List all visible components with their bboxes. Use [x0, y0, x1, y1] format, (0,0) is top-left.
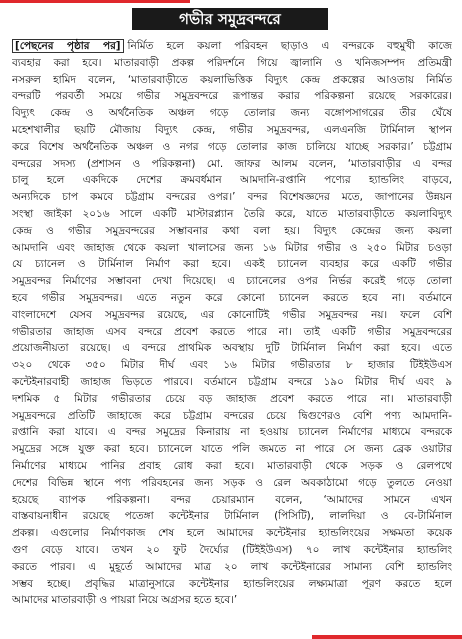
article-line — [12, 391, 452, 408]
article-line-text: রপ্তানি করা যাবে। এ বন্দর সমুদ্রের কিনারায় না হওয়ায় চ্যানেল নির্মাণের মাধ্যমে বন্দরকে — [12, 426, 452, 439]
article-line-text: যে চ্যানেল ও টার্মিনাল নির্মাণ করা হবে। একই চ্যানেল ব্যবহার করে একটি গভীর — [12, 258, 452, 271]
article-line — [12, 38, 452, 55]
article-line — [12, 290, 452, 307]
article-line-text: আমদানি এবং জাহাজ থেকে কয়লা খালাসের জন্য ১৬ মিটার গভীর ও ২৫০ মিটার চওড়া — [12, 241, 452, 254]
article-line — [12, 374, 452, 391]
article-line-text: করে বিশেষ অর্থনৈতিক অঞ্চল ও নগর গড়ে তোলার কাজ চালিয়ে যাচ্ছে সরকার।’ চট্টগ্রাম — [12, 140, 452, 153]
article-line-text: মহেশখালীর ছয়টি মৌজায় বিদ্যুৎ কেন্দ্র, গভীর সমুদ্রবন্দর, এলএনজি টার্মিনাল স্থাপন — [12, 123, 452, 136]
article-line-text: বাস্তবায়নাধীন রয়েছে পতেঙ্গা কন্টেইনার টার্মিনাল (পিসিটি), লালদিয়া ও বে-টার্মিনাল — [12, 510, 452, 523]
article-line — [12, 172, 452, 189]
article-line-text: হবে গভীর সমুদ্রবন্দর। এতে নতুন করে কোনো চ্যানেল করতে হবে না। বর্তমানে — [12, 291, 452, 304]
article-line — [12, 340, 452, 357]
article-line — [12, 542, 452, 559]
top-red-stripe — [0, 0, 190, 3]
article-line-text: আমাদের মাতারবাড়ী ও পায়রা নিয়ে অগ্রসর হতে হবে।’ — [12, 594, 238, 607]
article-line-text: চালু হলে একদিকে দেশের ক্রমবর্ধমান আমদানি-রপ্তানি পণ্যের হ্যান্ডলিং বাড়বে, — [12, 174, 452, 187]
article-line-text: হয়েছে ব্যাপক পরিকল্পনা। বন্দর চেয়ারম্যান বলেন, ‘আমাদের সামনে এখন — [12, 493, 452, 506]
article-line — [12, 88, 452, 105]
article-line — [12, 525, 452, 542]
bottom-red-stripe — [312, 635, 462, 639]
article-line-text: বন্দরের সদস্য (প্রশাসন ও পরিকল্পনা) মো. জাফর আলম বলেন, ‘মাতারবাড়ীর এ বন্দর — [12, 157, 452, 170]
article-line — [12, 592, 452, 609]
article-line-text: গভীরতার জাহাজ এসব বন্দরে প্রবেশ করতে পারে না। তাই একটি গভীর সমুদ্রবন্দরের — [12, 325, 452, 338]
article-line — [12, 307, 452, 324]
article-line — [12, 122, 452, 139]
article-line-text: গুণ বেড়ে যাবে। তখন ২০ ফুট দৈর্ঘ্যের (টিইইউএস) ৭০ লাখ কন্টেইনার হ্যান্ডলিং — [12, 543, 452, 556]
article-line — [12, 156, 452, 173]
article-line — [12, 576, 452, 593]
article-line — [12, 408, 452, 425]
article-line — [12, 357, 452, 374]
article-line-text: প্রয়োজনীয়তা রয়েছে। এ বন্দরে প্রাথমিক অবস্থায় দুটি টার্মিনাল নির্মাণ করা হবে। এতে — [12, 342, 452, 355]
article-line — [12, 475, 452, 492]
continued-from-label: [পেছনের পৃষ্ঠার পর] — [12, 39, 124, 53]
article-line — [12, 206, 452, 223]
article-line-text: কেন্দ্র ও গভীর সমুদ্রবন্দরের সম্ভাবনার কথা বলা হয়। বিদ্যুৎ কেন্দ্রের জন্য কয়লা — [12, 224, 452, 237]
article-line-text: সম্ভব হচ্ছে। প্রবৃদ্ধির মাত্রানুসারে কন্টেইনার হ্যান্ডলিংয়ের লক্ষ্যমাত্রা পূরণ করতে হলে — [12, 577, 452, 590]
article-line — [12, 458, 452, 475]
bottom-accent-bar — [0, 631, 462, 639]
article-line-text: দেশের বিভিন্ন স্থানে পণ্য পরিবহনের জন্য সড়ক ও রেল অবকাঠামো গড়ে তুলতে নেওয়া — [12, 476, 452, 489]
article-body — [12, 38, 452, 630]
article-line-text: প্রকল্প। এগুলোর নির্মাণকাজ শেষ হলে আমাদের কন্টেইনার হ্যান্ডলিংয়ের সক্ষমতা কয়েক — [12, 527, 452, 540]
article-line-text: বন্দরটি পরবর্তী সময়ে গভীর সমুদ্রবন্দরে রূপান্তর করার পরিকল্পনা রয়েছে সরকারের। — [12, 90, 452, 103]
article-line-text: দশমিক ৫ মিটার গভীরতার চেয়ে বড় জাহাজ প্রবেশ করতে পারে না। মাতারবাড়ী — [12, 392, 452, 405]
article-line-text: বাংলাদেশে যেসব সমুদ্রবন্দর রয়েছে, এর কোনোটিই গভীর সমুদ্রবন্দর নয়। ফলে বেশি — [12, 308, 452, 321]
article-line-text: করতে পারব। এ মুহূর্তে আমাদের মাত্র ২০ লাখ কন্টেইনারের সামান্য বেশি হ্যান্ডলিং — [12, 560, 452, 573]
article-line-text: সংস্থা জাইকা ২০১৬ সালে একটি মাস্টারপ্ল্যান তৈরি করে, যাতে মাতারবাড়ীতে কয়লাবিদ্যুৎ — [12, 207, 452, 220]
article-line-text: সমুদ্রের সঙ্গে যুক্ত করা হবে। চ্যানেলে যাতে পলি জমতে না পারে সে জন্য ব্রেক ওয়াটার — [12, 443, 452, 456]
article-line — [12, 72, 452, 89]
article-line — [12, 189, 452, 206]
article-line-text: সমুদ্রবন্দর নির্মাণের সম্ভাবনা দেখা দিয়েছে। এ চ্যানেলের ওপর নির্ভর করেই গড়ে তোলা — [12, 275, 452, 288]
article-line-text: অন্যদিকে চাপ কমবে চট্টগ্রাম বন্দরের ওপর।’ বন্দর বিশেষজ্ঞদের মতে, জাপানের উন্নয়ন — [12, 191, 452, 204]
article-line — [12, 492, 452, 509]
article-line — [12, 441, 452, 458]
article-line-text: নসরুল হামিদ বলেন, ‘মাতারবাড়ীতে কয়লাভিত্তিক বিদ্যুৎ কেন্দ্র প্রকল্পের আওতায় নির্মিত — [12, 73, 452, 86]
article-line — [12, 240, 452, 257]
article-line — [12, 55, 452, 72]
article-line — [12, 223, 452, 240]
article-line — [12, 256, 452, 273]
article-line — [12, 508, 452, 525]
article-line-text: ৩২০ থেকে ৩৫০ মিটার দীর্ঘ এবং ১৬ মিটার গভীরতার ৮ হাজার টিইইউএস — [12, 359, 452, 372]
article-line-text: ব্যবহার করা হবে। মাতারবাড়ী প্রকল্প পরিদর্শনে গিয়ে জ্বালানি ও খনিজসম্পদ প্রতিমন্ত্রী — [12, 56, 452, 69]
article-line — [12, 273, 452, 290]
article-line-text: সমুদ্রবন্দরে প্রতিটি জাহাজে করে চট্টগ্রাম বন্দরের চেয়ে দ্বিগুণেরও বেশি পণ্য আমদানি- — [12, 409, 452, 422]
article-line — [12, 105, 452, 122]
article-line-text: নির্মিত হলে কয়লা পরিবহন ছাড়াও এ বন্দরকে বহুমুখী কাজে — [127, 40, 452, 52]
article-line — [12, 559, 452, 576]
article-line-text: কন্টেইনারবাহী জাহাজ ভিড়তে পারবে। বর্তমানে চট্টগ্রাম বন্দরে ১৯০ মিটার দীর্ঘ এবং ৯ — [12, 375, 452, 388]
article-line — [12, 424, 452, 441]
article-line-text: বিদ্যুৎ কেন্দ্র ও অর্থনৈতিক অঞ্চল গড়ে তোলার জন্য বঙ্গোপসাগরের তীর ঘেঁষে — [12, 107, 452, 120]
article-line — [12, 139, 452, 156]
article-headline — [132, 8, 328, 30]
article-line — [12, 324, 452, 341]
headline-text: গভীর সমুদ্রবন্দরে — [179, 10, 281, 28]
top-accent-bar — [0, 0, 462, 4]
article-line-text: নির্মাণের মাধ্যমে পানির প্রবাহ রোধ করা হবে। মাতারবাড়ী থেকে সড়ক ও রেলপথে — [12, 459, 452, 472]
